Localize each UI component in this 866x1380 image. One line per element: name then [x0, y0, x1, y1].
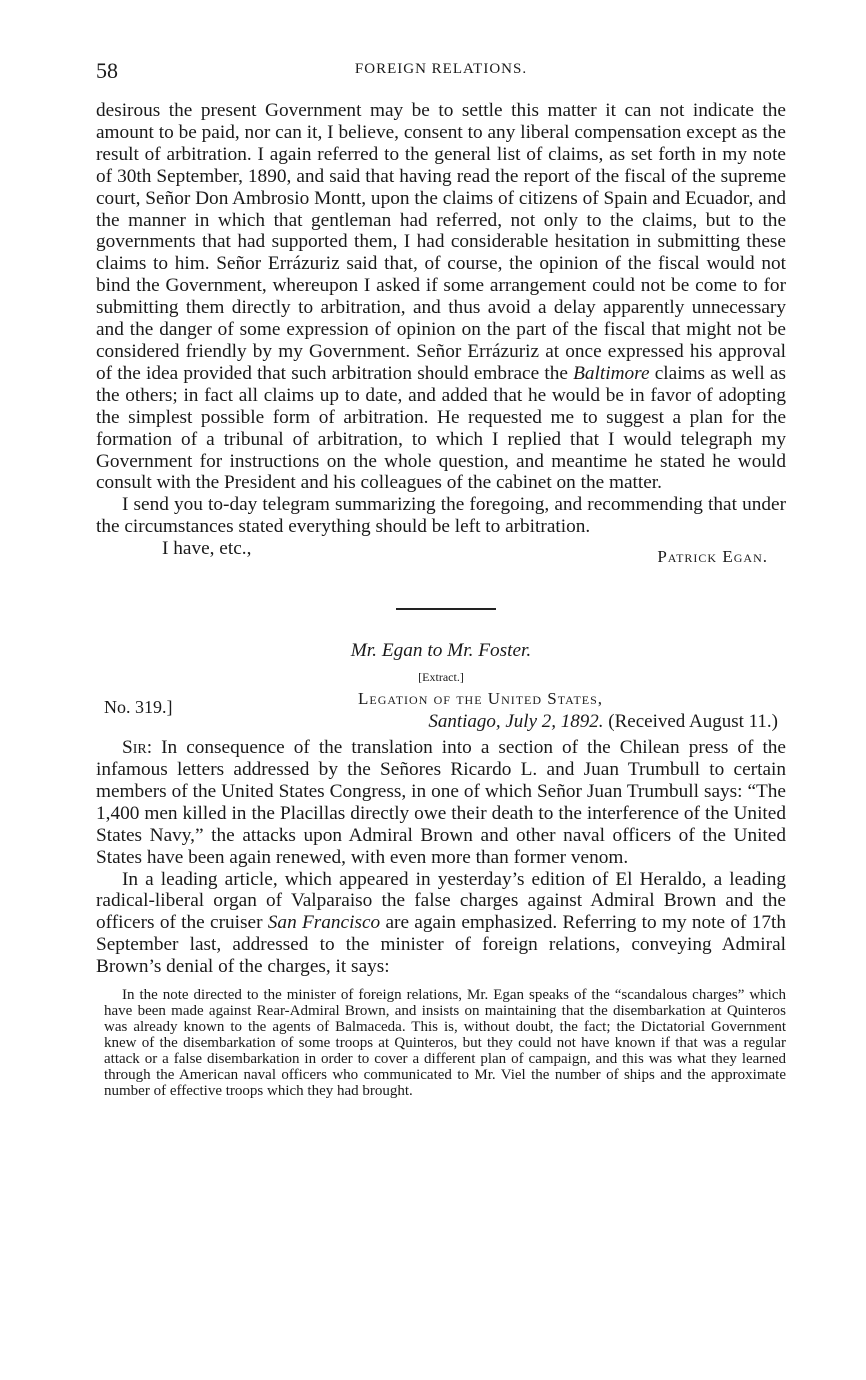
vessel-name: Baltimore: [573, 362, 650, 384]
letter1-closing: [96, 538, 786, 568]
letter2-paragraph-2: In a leading article, which appeared in yesterday’s edition of El Heraldo, a leading radical-liberal organ of Valparaiso the false charges against Admiral Brown and the officers of the cruiser San Francisco are again emphasized. Referring to my note of 17th September last, addressed to the minister of foreign relations, conveying Admiral Brown’s denial of the charges, it says:: [96, 868, 787, 978]
place-date: Santiago, July 2, 1892. (Received August 11.): [428, 711, 778, 733]
dispatch-number: No. 319.]: [104, 697, 173, 718]
section-divider: [396, 608, 496, 610]
document-body: [96, 100, 786, 1099]
letter2-title: Mr. Egan to Mr. Foster.: [350, 640, 532, 662]
letter2-dateline: [96, 689, 786, 737]
cruiser-name: San Francisco: [267, 912, 381, 934]
complimentary-close: I have, etc.,: [162, 538, 252, 560]
signature: Patrick Egan.: [657, 547, 768, 567]
salutation: Sir:: [122, 737, 153, 759]
extract-label: [Extract.]: [418, 670, 464, 685]
page-number: 58: [96, 58, 118, 83]
quoted-extract: In the note directed to the minister of foreign relations, Mr. Egan speaks of the “scandalous charges” which have been made against Rear-Admiral Brown, and insists on maintaining that the disembarkation at Quinteros was already known to the agents of Balmaceda. This is, without doubt, the fact; the Dictatorial Government knew of the disembarkation of some troops at Quinteros, but they could not have known if that was a regular attack or a false disembarkation in order to cover a different plan of campaign, and this was what they learned through the American naval officers who communicated to Mr. Viel the number of ships and the approximate number of effective troops which they had brought.: [104, 987, 786, 1099]
page-header: [96, 58, 786, 86]
legation-heading: Legation of the United States,: [358, 689, 604, 709]
letter1-paragraph-1: desirous the present Government may be to settle this matter it can not indicate the amount to be paid, nor can it, I believe, consent to any liberal compensation except as the result of arbitration. I again referred to the general list of claims, as set forth in my note of 30th September, 1890, and said that having read the report of the fiscal of the supreme court, Señor Don Ambrosio Montt, upon the claims of citizens of Spain and Ecuador, and the manner in which that gentleman had referred, not only to the claims, but to the governments that had supported them, I had considerable hesitation in submitting these claims to him. Señor Errázuriz said that, of course, the opinion of the fiscal would not bind the Government, whereupon I asked if some arrangement could not be come to for submitting them directly to arbitration, and thus avoid a delay apparently unnecessary and the danger of some expression of opinion on the part of the fiscal that might not be considered friendly by my Government. Señor Errázuriz at once expressed his approval of the idea provided that such arbitration should embrace the Baltimore claims as well as the others; in fact all claims up to date, and added that he would be in favor of adopting the simplest possible form of arbitration. He requested me to suggest a plan for the formation of a tribunal of arbitration, to which I replied that I would telegraph my Government for instructions on the whole question, and meantime he stated he would consult with the President and his colleagues of the cabinet on the matter.: [96, 100, 786, 494]
running-head: FOREIGN RELATIONS.: [354, 61, 528, 77]
letter1-paragraph-2: I send you to-day telegram summarizing the foregoing, and recommending that under the circumstances stated everything should be left to arbitration.: [96, 494, 786, 538]
letter2-paragraph-1: Sir: In consequence of the translation into a section of the Chilean press of the infamous letters addressed by the Señores Ricardo L. and Juan Trumbull to certain members of the United States Congress, in one of which Señor Juan Trumbull says: “The 1,400 men killed in the Placillas directly owe their death to the interference of the United States Navy,” the attacks upon Admiral Brown and other naval officers of the United States have been again renewed, with even more than former venom.: [96, 737, 786, 868]
